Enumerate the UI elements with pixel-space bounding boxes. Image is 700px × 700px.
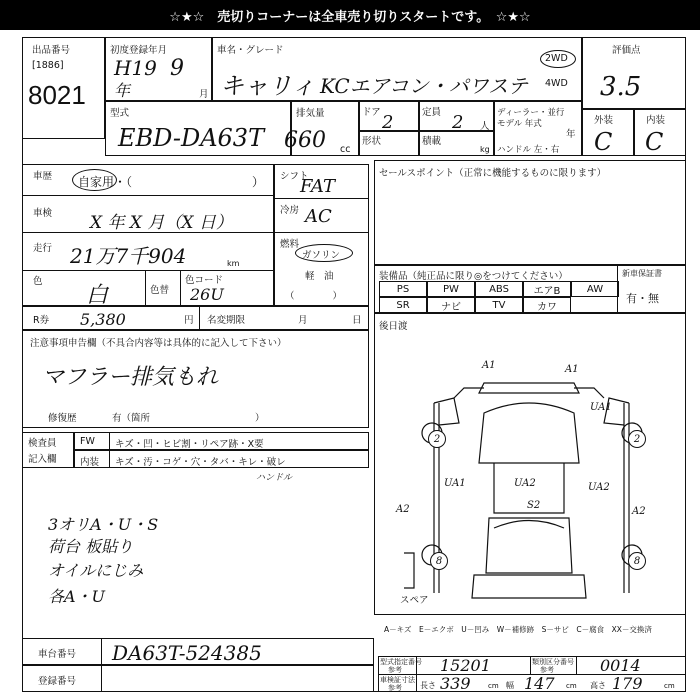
- fuel-gas: ガソリン: [302, 250, 341, 261]
- damage-mark: A2: [632, 506, 646, 517]
- inspector-note-line: 荷台 板貼り: [48, 537, 134, 556]
- color-change-label: 色替: [150, 285, 170, 296]
- inspector-row2-head: 内装: [80, 457, 100, 468]
- ac-value: AC: [305, 206, 332, 227]
- dealer-label: ディーラー・並行: [497, 108, 565, 118]
- inspector-label-1: 検査員: [28, 438, 57, 449]
- inspector-label-2: 記入欄: [28, 454, 57, 465]
- damage-mark: UA1: [444, 478, 466, 489]
- title-change-label: 名変期限: [207, 315, 246, 326]
- displacement-unit: cc: [340, 144, 351, 155]
- load-label: 積載: [422, 136, 442, 147]
- damage-mark: S2: [527, 500, 541, 511]
- equipment-item: PW: [427, 281, 475, 297]
- damage-mark: 8: [430, 552, 448, 570]
- recycle-label: R券: [33, 315, 50, 326]
- diagram-legend: A－キズ E－エクボ U－凹み W－補修跡 S－サビ C－腐食 XX－交換済: [384, 625, 652, 634]
- interior-value: C: [645, 128, 664, 156]
- chassis-label: 車台番号: [38, 649, 77, 660]
- inspector-note-line: 各A・U: [48, 587, 106, 606]
- length-unit: cm: [488, 682, 499, 690]
- repair-label: 修復歴: [48, 413, 77, 424]
- warranty-label: 新車保証書: [622, 269, 662, 278]
- damage-mark: A1: [482, 360, 496, 371]
- class-label: 類別区分番号: [532, 658, 574, 666]
- damage-mark: A2: [396, 504, 410, 515]
- ac-label: 冷房: [280, 205, 300, 216]
- first-reg-month-unit: 月: [199, 89, 209, 100]
- score-label: 評価点: [612, 45, 641, 56]
- size-label: 車検証寸法: [380, 676, 415, 684]
- damage-mark: A1: [565, 364, 579, 375]
- first-reg-label: 初度登録年月: [110, 45, 168, 56]
- length-value: 339: [440, 674, 471, 693]
- damage-mark: 2: [428, 430, 446, 448]
- equipment-item: カワ: [523, 297, 571, 313]
- type-label: 型式: [110, 108, 130, 119]
- color-label: 色: [33, 276, 43, 287]
- damage-mark: UA2: [514, 478, 536, 489]
- inspector-row1-head: FW: [80, 436, 95, 447]
- handle-note: ハンドル: [256, 473, 293, 483]
- banner: ☆★☆ 売切りコーナーは全車売り切りスタートです。 ☆★☆: [0, 0, 700, 30]
- title-month: 月: [298, 315, 308, 326]
- size-sub: 参考: [388, 684, 402, 692]
- interior-label: 内装: [646, 115, 666, 126]
- damage-mark: 8: [628, 552, 646, 570]
- lot-label: 出品番号: [32, 45, 71, 56]
- rear-seat-label: 後日渡: [379, 321, 408, 332]
- width-label: 幅: [506, 681, 514, 690]
- mileage-label: 走行: [33, 243, 53, 254]
- model-year-label: モデル 年式: [497, 119, 542, 129]
- doors-value: 2: [382, 112, 394, 133]
- damage-mark: UA1: [590, 402, 612, 413]
- inspector-note-line: オイルにじみ: [48, 561, 144, 580]
- model-label: 車名・グレード: [217, 45, 284, 56]
- capacity-value: 2: [452, 112, 464, 133]
- mileage-unit: km: [227, 259, 240, 268]
- exterior-value: C: [594, 128, 613, 156]
- shape-label: 形状: [362, 136, 382, 147]
- warranty-value: 有・無: [626, 292, 659, 305]
- color-code-value: 26U: [190, 285, 224, 304]
- capacity-unit: 人: [480, 121, 490, 132]
- fuel-diesel: 軽 油: [305, 271, 334, 282]
- chassis-value: DA63T-524385: [112, 641, 262, 665]
- notes-text: マフラー排気もれ: [42, 365, 219, 390]
- equipment-item: SR: [379, 297, 427, 313]
- inspector-row1-items: キズ・凹・ヒビ割・リペア跡・X要: [115, 439, 264, 450]
- history-value: 自家用・（: [78, 175, 133, 189]
- mileage-value: 21万7千904: [70, 244, 187, 268]
- length-label: 長さ: [420, 681, 436, 690]
- first-reg-month: 9: [170, 56, 184, 81]
- history-close: ）: [252, 175, 265, 189]
- recycle-row: [22, 306, 369, 330]
- height-label: 高さ: [590, 681, 606, 690]
- equipment-item: AW: [571, 281, 619, 297]
- exterior-label: 外装: [594, 115, 614, 126]
- model-grade: KCエアコン・パワステ: [320, 74, 528, 98]
- spare-label: スペア: [400, 595, 429, 606]
- type-value: EBD-DA63T: [118, 124, 265, 152]
- lot-code: [1886]: [32, 60, 64, 71]
- inspection-label: 車検: [33, 208, 53, 219]
- height-value: 179: [612, 674, 643, 693]
- history-block: [22, 164, 274, 306]
- inspector-note-line: 3オリA・U・S: [48, 515, 159, 534]
- damage-mark: UA2: [588, 482, 610, 493]
- damage-mark: 2: [628, 430, 646, 448]
- registration-label: 登録番号: [38, 676, 77, 687]
- drive-2wd: 2WD: [545, 53, 568, 64]
- history-label: 車歴: [33, 171, 53, 182]
- fuel-label: 燃料: [280, 239, 300, 250]
- equipment-item: PS: [379, 281, 427, 297]
- type-cert-sub: 参考: [388, 666, 402, 674]
- equipment-item: ナビ: [427, 297, 475, 313]
- top-front-outline: [479, 383, 579, 393]
- equipment-label: 装備品（純正品に限り◎をつけてください）: [379, 271, 568, 282]
- capacity-label: 定員: [422, 107, 442, 118]
- shift-label: シフト: [280, 171, 309, 182]
- color-code-label: 色コード: [185, 275, 224, 286]
- type-cert-value: 15201: [440, 656, 491, 675]
- displacement-label: 排気量: [296, 108, 325, 119]
- fuel-other: （ ）: [285, 291, 343, 302]
- width-value: 147: [524, 674, 555, 693]
- type-cert-label: 型式指定番号: [380, 658, 422, 666]
- first-reg-era: H19: [114, 56, 157, 80]
- shift-value: FAT: [300, 176, 335, 197]
- height-unit: cm: [664, 682, 675, 690]
- model-name: キャリィ: [220, 72, 316, 100]
- load-unit: kg: [480, 145, 490, 154]
- sales-point-label: セールスポイント（正常に機能するものに限ります）: [379, 168, 607, 179]
- handle-label: ハンドル 左・右: [497, 145, 560, 155]
- displacement-value: 660: [284, 128, 326, 153]
- drive-4wd: 4WD: [545, 78, 568, 89]
- lot-number: 8021: [28, 80, 86, 110]
- cab-outline: [479, 403, 579, 463]
- first-reg-year-unit: 年: [114, 81, 131, 100]
- class-sub: 参考: [540, 666, 554, 674]
- recycle-unit: 円: [184, 315, 194, 326]
- title-day: 日: [352, 315, 362, 326]
- equipment-item: TV: [475, 297, 523, 313]
- repair-value: 有（箇所: [112, 413, 151, 424]
- model-year-unit: 年: [566, 129, 576, 140]
- width-unit: cm: [566, 682, 577, 690]
- score-value: 3.5: [600, 72, 642, 102]
- inspection-value: X 年 X 月（X 日）: [90, 213, 233, 233]
- doors-label: ドア: [362, 107, 381, 118]
- equipment-item: ABS: [475, 281, 523, 297]
- notes-label: 注意事項申告欄（不具合内容等は具体的に記入して下さい）: [30, 338, 287, 349]
- recycle-value: 5,380: [80, 310, 126, 329]
- color-value: 白: [86, 283, 109, 308]
- equipment-item: エアB: [523, 281, 571, 297]
- inspector-row2-items: キズ・汚・コゲ・穴・タバ・キレ・破レ: [115, 457, 286, 468]
- class-value: 0014: [600, 656, 641, 675]
- repair-close: ）: [255, 413, 265, 424]
